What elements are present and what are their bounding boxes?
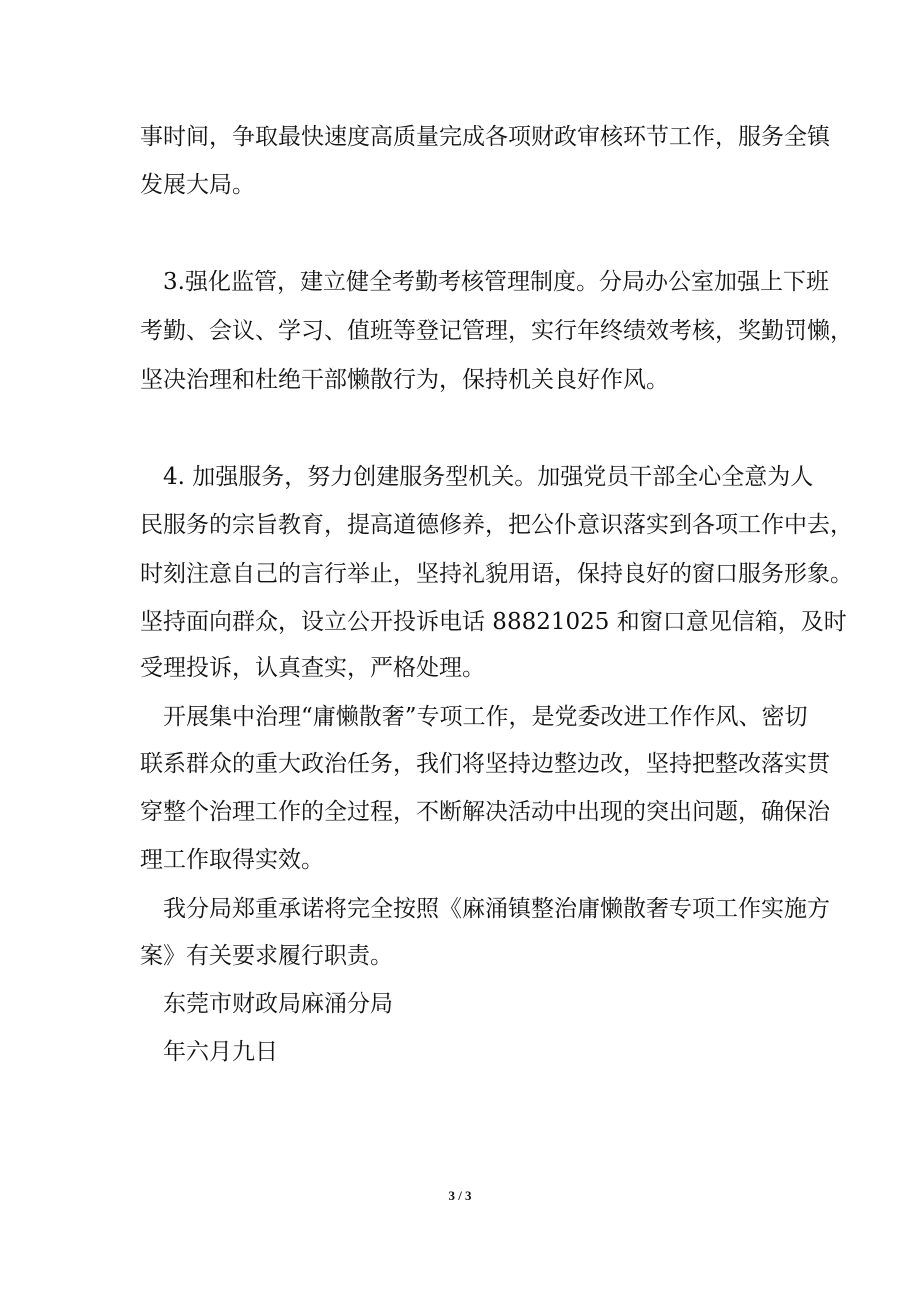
paragraph-line: 发展大局。 — [140, 172, 255, 198]
signature-organization: 东莞市财政局麻涌分局 — [163, 991, 393, 1017]
paragraph-line: 坚持面向群众，设立公开投诉电话 88821025 和窗口意见信箱，及时 — [140, 609, 847, 635]
paragraph-line: 坚决治理和杜绝干部懒散行为，保持机关良好作风。 — [140, 367, 669, 393]
paragraph-line: 开展集中治理“庸懒散奢”专项工作，是党委改进工作作风、密切 — [163, 704, 808, 730]
page-number: 3 / 3 — [448, 1188, 472, 1203]
signature-date: 年六月九日 — [163, 1039, 278, 1065]
paragraph-line: 3.强化监管，建立健全考勤考核管理制度。分局办公室加强上下班 — [163, 269, 829, 295]
paragraph-line: 穿整个治理工作的全过程，不断解决活动中出现的突出问题，确保治 — [140, 799, 830, 825]
paragraph-line: 时刻注意自己的言行举止，坚持礼貌用语，保持良好的窗口服务形象。 — [140, 561, 853, 587]
paragraph-line: 案》有关要求履行职责。 — [140, 943, 393, 969]
paragraph-line: 4. 加强服务，努力创建服务型机关。加强党员干部全心全意为人 — [163, 464, 814, 490]
paragraph-line: 考勤、会议、学习、值班等登记管理，实行年终绩效考核，奖勤罚懒， — [140, 318, 853, 344]
paragraph-line: 我分局郑重承诺将完全按照《麻涌镇整治庸懒散奢专项工作实施方 — [163, 896, 830, 922]
paragraph-line: 联系群众的重大政治任务，我们将坚持边整边改，坚持把整改落实贯 — [140, 751, 830, 777]
paragraph-line: 理工作取得实效。 — [140, 847, 324, 873]
paragraph-line: 事时间，争取最快速度高质量完成各项财政审核环节工作，服务全镇 — [140, 124, 830, 150]
paragraph-line: 受理投诉，认真查实，严格处理。 — [140, 655, 485, 681]
paragraph-line: 民服务的宗旨教育，提高道德修养，把公仆意识落实到各项工作中去， — [140, 512, 853, 538]
